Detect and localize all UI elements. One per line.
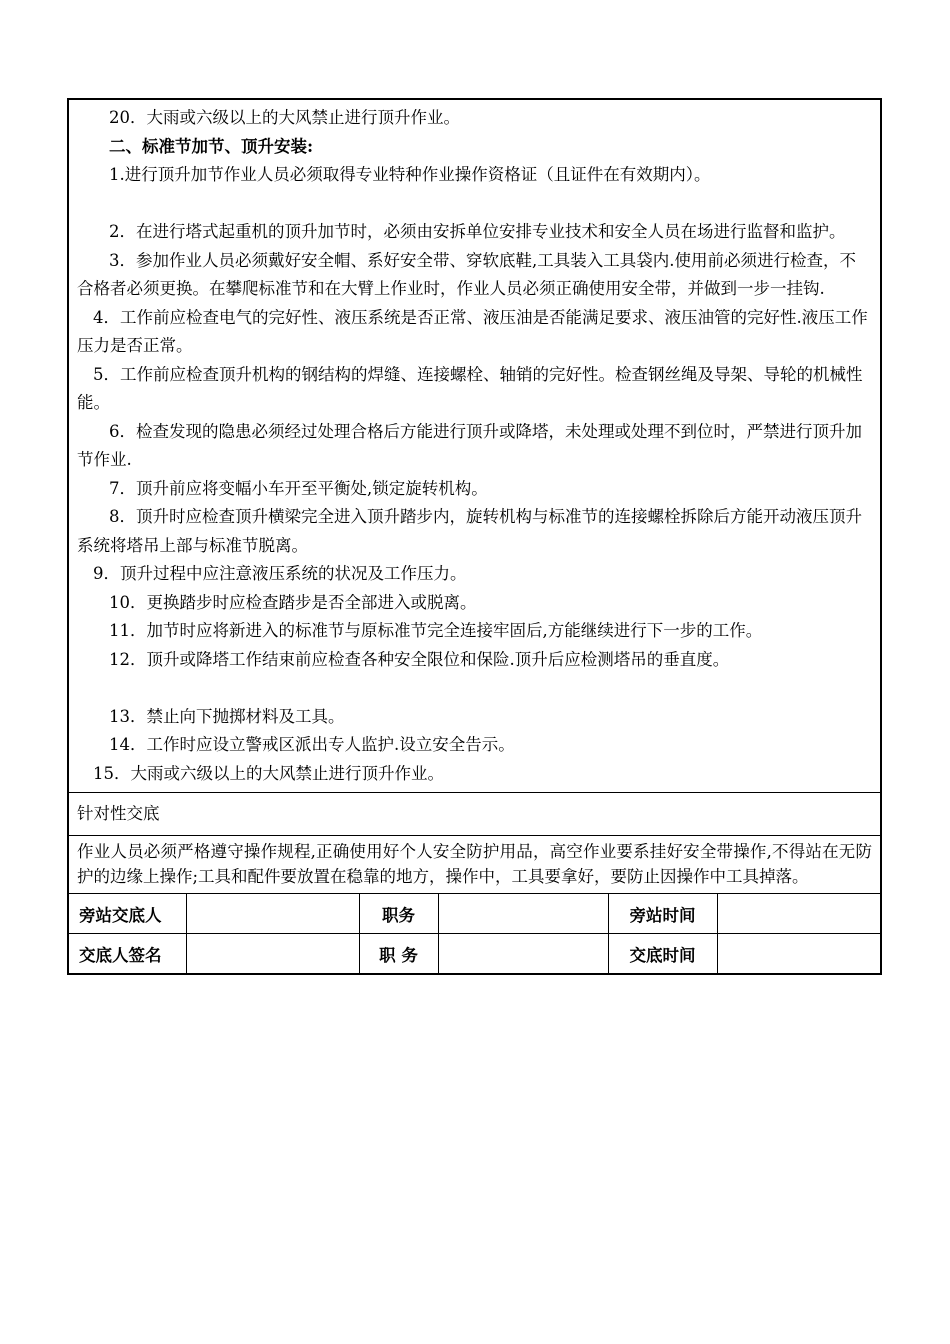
content-paragraph: 14．工作时应设立警戒区派出专人监护.设立安全告示。 — [109, 735, 515, 754]
position-label: 职务 — [359, 894, 438, 934]
content-paragraph: 6．检查发现的隐患必须经过处理合格后方能进行顶升或降塔，未处理或处理不到位时，严禁进行顶升加节作业. — [77, 421, 862, 469]
position-value[interactable] — [438, 894, 608, 934]
disclosure-table — [67, 98, 882, 975]
content-paragraph: 12．顶升或降塔工作结束前应检查各种安全限位和保险.顶升后应检测塔吊的垂直度。 — [109, 649, 730, 669]
position-value-2[interactable] — [438, 934, 608, 974]
position-label-2: 职 务 — [359, 934, 438, 974]
content-paragraph: 10．更换踏步时应检查踏步是否全部进入或脱离。 — [109, 592, 477, 612]
targeted-disclosure-label: 针对性交底 — [69, 793, 880, 836]
witness-time-label: 旁站时间 — [608, 894, 717, 934]
content-paragraph: 13．禁止向下抛掷材料及工具。 — [109, 706, 345, 726]
targeted-disclosure-text: 作业人员必须严格遵守操作规程,正确使用好个人安全防护用品，高空作业要系挂好安全带操作,不得站在无防护的边缘上操作;工具和配件要放置在稳靠的地方，操作中，工具要拿好，要防止因操作中工具掉落。 — [69, 836, 880, 894]
discloser-signature-label: 交底人签名 — [69, 934, 186, 974]
content-paragraph: 5．工作前应检查顶升机构的钢结构的焊缝、连接螺栓、轴销的完好性。检查钢丝绳及导架、导轮的机械性能。 — [77, 364, 863, 412]
discloser-signature-value[interactable] — [186, 934, 359, 974]
signature-row-witness — [69, 894, 882, 934]
witness-label: 旁站交底人 — [69, 894, 186, 934]
content-paragraph: 11．加节时应将新进入的标准节与原标准节完全连接牢固后,方能继续进行下一步的工作。 — [109, 621, 763, 640]
witness-value[interactable] — [186, 894, 359, 934]
signature-table — [69, 894, 882, 973]
content-paragraph: 9．顶升过程中应注意液压系统的状况及工作压力。 — [93, 564, 467, 583]
content-paragraph: 3．参加作业人员必须戴好安全帽、系好安全带、穿软底鞋,工具装入工具袋内.使用前必须进行检查，不合格者必须更换。在攀爬标准节和在大臂上作业时，作业人员必须正确使用安全带，并做到一步一挂钩. — [77, 250, 856, 298]
signature-row-discloser — [69, 934, 882, 974]
witness-time-value[interactable] — [717, 894, 882, 934]
content-paragraph: 20．大雨或六级以上的大风禁止进行顶升作业。 — [109, 108, 460, 127]
disclosure-time-value[interactable] — [717, 934, 882, 974]
content-paragraph: 4．工作前应检查电气的完好性、液压系统是否正常、液压油是否能满足要求、液压油管的完好性.液压工作压力是否正常。 — [77, 307, 868, 355]
content-paragraph: 2．在进行塔式起重机的顶升加节时，必须由安拆单位安排专业技术和安全人员在场进行监督和监护。 — [109, 222, 846, 241]
content-paragraph: 8．顶升时应检查顶升横梁完全进入顶升踏步内，旋转机构与标准节的连接螺栓拆除后方能开动液压顶升系统将塔吊上部与标准节脱离。 — [77, 507, 862, 555]
disclosure-time-label: 交底时间 — [608, 934, 717, 974]
content-paragraph: 二、标准节加节、顶升安装: — [109, 136, 314, 156]
blank-line — [77, 674, 872, 703]
content-paragraph: 15．大雨或六级以上的大风禁止进行顶升作业。 — [93, 763, 444, 783]
content-section — [69, 100, 880, 793]
blank-line — [77, 190, 872, 219]
content-paragraph: 1.进行顶升加节作业人员必须取得专业特种作业操作资格证（且证件在有效期内）。 — [109, 165, 711, 184]
content-paragraph: 7．顶升前应将变幅小车开至平衡处,锁定旋转机构。 — [109, 478, 488, 498]
